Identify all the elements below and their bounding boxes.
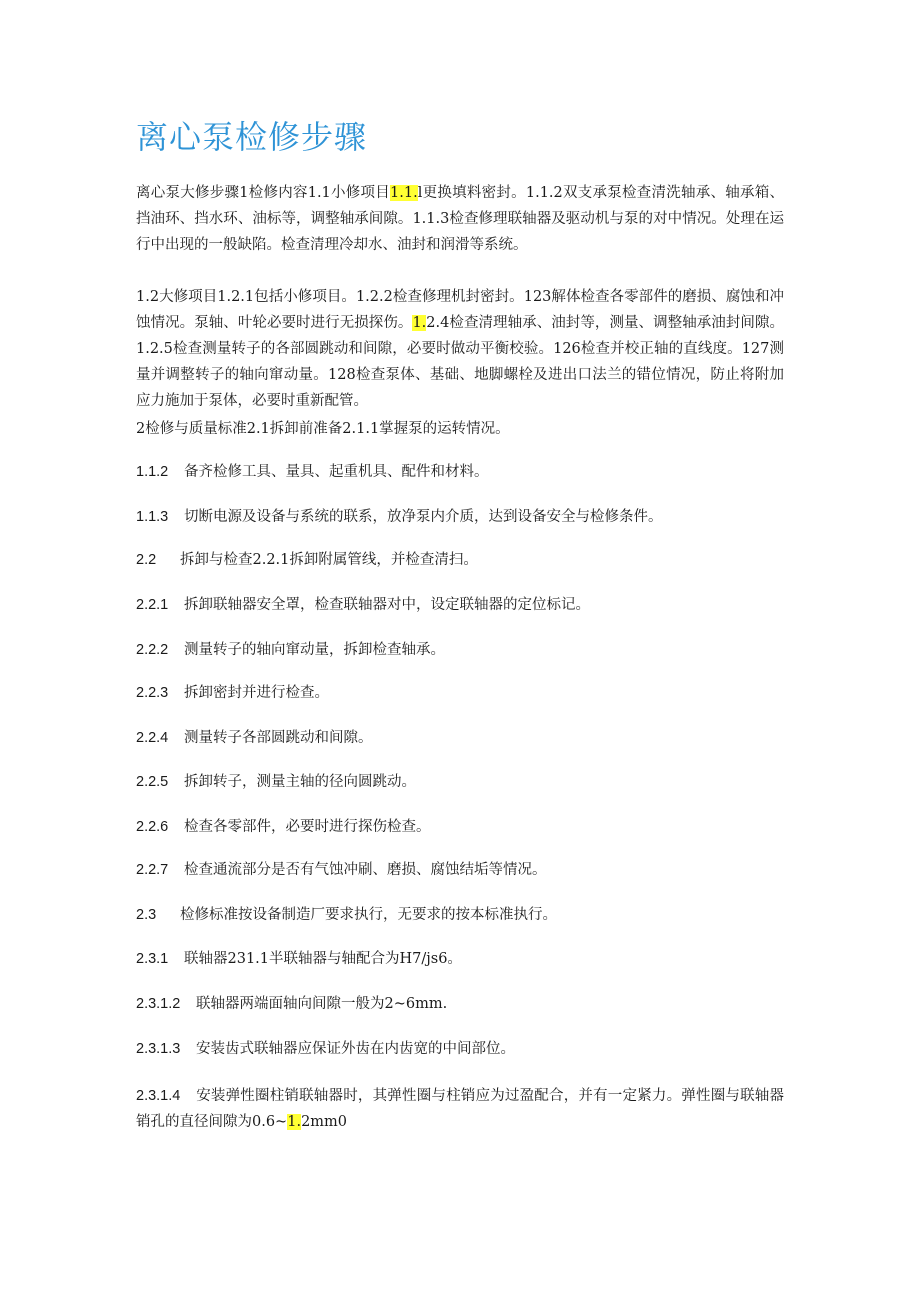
numbered-item [136,726,373,750]
paragraph-text: 2.4检查清理轴承、油封等，测量、调整轴承油封间隙。1.2.5检查测量转子的各部圆跳动和间隙，必要时做动平衡校验。126检查并校正轴的直线度。127测量并调整转子的轴向窜动量。128检查泵体、基础、地脚螺栓及进出口法兰的错位情况，防止将附加应力施加于泵体，必要时重新配管。 [136,315,785,409]
item-text: 测量转子各部圆跳动和间隙。 [184,730,373,746]
numbered-item-last [136,1083,784,1135]
numbered-item [136,593,590,617]
item-text: 拆卸与检查2.2.1拆卸附属管线，并检查清扫。 [180,552,478,568]
document-title: 离心泵检修步骤 [136,118,368,156]
item-number: 2.2 [136,552,157,568]
item-number: 2.2.1 [136,597,169,613]
item-text: 联轴器两端面轴向间隙一般为2~6mm. [196,996,448,1012]
numbered-item [136,638,445,662]
paragraph-text: 离心泵大修步骤1检修内容1.1小修项目 [136,185,391,201]
item-number: 2.3.1.3 [136,1041,181,1057]
numbered-item [136,947,462,971]
item-number: 2.3.1 [136,951,169,967]
item-number: 1.1.2 [136,464,169,480]
item-text: 拆卸密封并进行检查。 [184,685,329,701]
highlight-mark: 1.1. [390,185,418,201]
numbered-item [136,903,557,927]
numbered-item [136,681,329,705]
item-text: 检修标准按设备制造厂要求执行，无要求的按本标准执行。 [180,907,557,923]
item-number: 2.2.7 [136,862,169,878]
item-text: 检查通流部分是否有气蚀冲刷、磨损、腐蚀结垢等情况。 [184,862,547,878]
item-number: 2.3.1.2 [136,996,181,1012]
item-number: 2.2.5 [136,774,169,790]
item-number: 2.3.1.4 [136,1088,181,1104]
item-number: 1.1.3 [136,509,169,525]
item-text: 测量转子的轴向窜动量，拆卸检查轴承。 [184,642,445,658]
item-number: 2.2.3 [136,685,169,701]
numbered-item [136,505,663,529]
item-text: 拆卸联轴器安全罩，检查联轴器对中，设定联轴器的定位标记。 [184,597,590,613]
item-text: 安装齿式联轴器应保证外齿在内齿宽的中间部位。 [196,1041,515,1057]
numbered-item [136,815,431,839]
paragraph-text: l更换填料密封。1.1.2双支承泵检查清洗轴承、轴承箱、挡油环、挡水环、油标等，调整轴承间隙。1.1.3检查修理联轴器及驱动机与泵的对中情况。处理在运行中出现的一般缺陷。检查清理冷却水、油封和润滑等系统。 [136,185,784,253]
numbered-item [136,992,447,1016]
item-number: 2.2.2 [136,642,169,658]
item-number: 2.2.6 [136,819,169,835]
item-text: 联轴器231.1半联轴器与轴配合为H7/js6。 [184,951,462,967]
paragraph-standards-intro: 2检修与质量标准2.1拆卸前准备2.1.1掌握泵的运转情况。 [136,421,510,437]
highlight-mark: 1. [287,1114,302,1130]
numbered-item [136,770,416,794]
paragraph-major-repair [136,284,784,414]
paragraph-minor-repair [136,180,784,258]
paragraph-text: 安装弹性圈柱销联轴器时，其弹性圈与柱销应为过盈配合，并有一定紧力。弹性圈与联轴器销孔的直径间隙为0.6~ [136,1088,784,1130]
numbered-item [136,1037,515,1061]
highlight-mark: 1. [412,315,427,331]
paragraph-text: 2mm0 [301,1114,348,1130]
item-number: 2.3 [136,907,157,923]
item-text: 检查各零部件，必要时进行探伤检查。 [184,819,431,835]
numbered-item [136,460,489,484]
item-text: 备齐检修工具、量具、起重机具、配件和材料。 [184,464,489,480]
numbered-item [136,858,547,882]
item-text: 切断电源及设备与系统的联系，放净泵内介质，达到设备安全与检修条件。 [184,509,663,525]
numbered-item [136,548,478,572]
paragraph-text: 1.2大修项目1.2.1包括小修项目。1.2.2检查修理机封密封。123解体检查各零部件的磨损、腐蚀和冲蚀情况。泵轴、叶轮必要时进行无损探伤。 [136,289,784,331]
item-number: 2.2.4 [136,730,169,746]
item-text: 拆卸转子，测量主轴的径向圆跳动。 [184,774,416,790]
